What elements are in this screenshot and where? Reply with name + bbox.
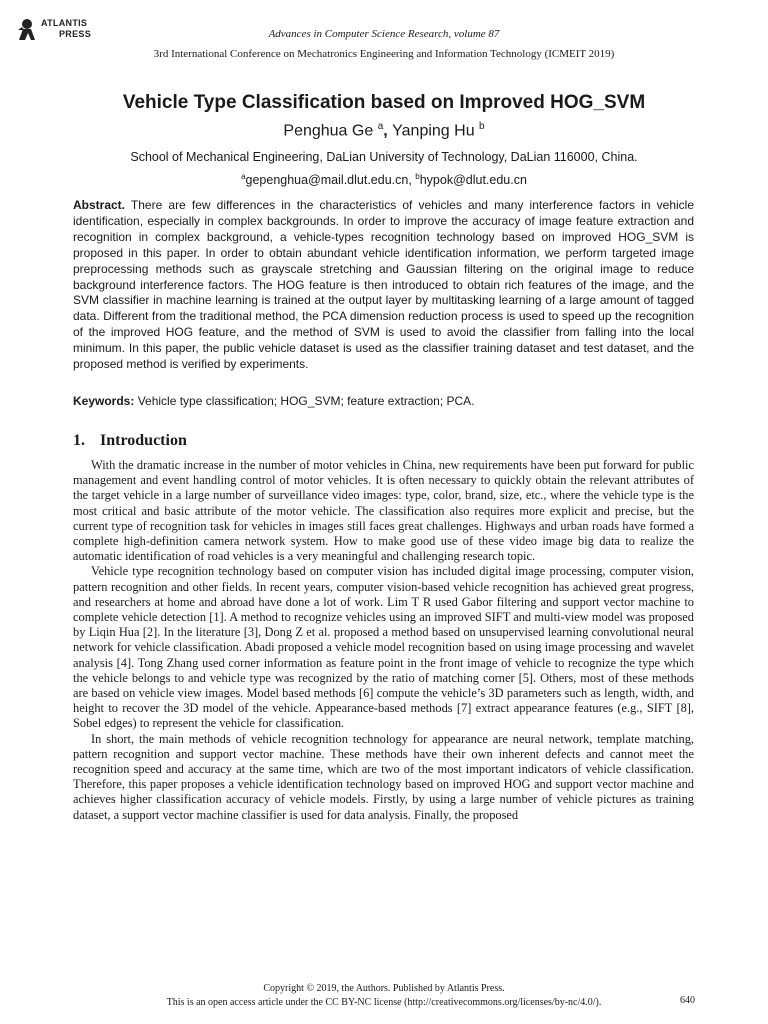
email-mark: b <box>415 172 420 181</box>
author-name: Yanping Hu <box>392 122 475 140</box>
email-address: hypok@dlut.edu.cn <box>419 173 527 188</box>
section-heading <box>73 432 187 450</box>
body-paragraph: In short, the main methods of vehicle recognition technology for appearance are neural network, template matching, pattern recognition and support vector machine. These methods have their own inherent defects and cannot meet the recognition speed and accuracy at the same time, which are two of the most important indicators of vehicle classification. Therefore, this paper proposes a vehicle identification technology based on improved HOG and support vector machine and achieves higher classification accuracy of vehicle models. Firstly, by using a large number of vehicle pictures as training dataset, a support vector machine classifier is used for data analysis. Finally, the proposed <box>73 731 694 822</box>
author-line <box>0 121 768 140</box>
email-line <box>0 172 768 187</box>
abstract <box>73 198 694 373</box>
section-number: 1. <box>73 432 85 449</box>
email-address: gepenghua@mail.dlut.edu.cn <box>245 173 409 188</box>
abstract-text: There are few differences in the characteristics of vehicles and many interference factors in vehicle identification, especially in complex backgrounds. In order to improve the accuracy of image feature extraction and recognition in complex background, a vehicle-types recognition technology based on improved HOG_SVM is proposed in this paper. In order to obtain abundant vehicle identification information, we perform targeted image preprocessing methods such as grayscale stretching and Gaussian filtering on the original image to reduce background interference factors. The HOG feature is then introduced to obtain rich features of the image, and the SVM classifier in machine learning is trained at the output layer by multitasking learning of a large amount of tagged data. Different from the traditional method, the PCA dimension reduction process is used to speed up the recognition of the improved HOG feature, and the method of SVM is used to avoid the classifier from falling into the local minimum. In this paper, the public vehicle dataset is used as the classifier training dataset and test dataset, and the proposed method is verified by experiments. <box>73 198 694 372</box>
keywords-label: Keywords: <box>73 394 135 408</box>
body-paragraph: Vehicle type recognition technology based on computer vision has included digital image processing, computer vision, pattern recognition and other fields. In recent years, computer vision-based vehicle recognition has achieved great progress, and researchers at home and abroad have done a lot of work. Lim T R used Gabor filtering and support vector machine to complete vehicle detection [1]. A method to recognize vehicles using an improved SIFT and multi-view model was proposed by Liqin Hua [2]. In the literature [3], Dong Z et al. proposed a method based on unsupervised learning convolutional neural network for vehicle classification. Abadi proposed a vehicle model recognition based on using image processing and wavelet analysis [4]. Tong Zhang used corner information as feature point in the front image of vehicle to recognize the type which the vehicle belongs to and vehicle type was recognized by the ratio of matching corner [5]. Others, most of these methods are based on vehicle view images. Model based methods [6] compute the vehicle’s 3D parameters such as length, width, and height to recover the 3D model of the vehicle. Appearance-based methods [7] extract appearance features (e.g., SIFT [8], Sobel edges) to represent the vehicle for classification. <box>73 564 694 731</box>
copyright-notice: Copyright © 2019, the Authors. Published by Atlantis Press. <box>263 983 505 994</box>
section-title: Introduction <box>100 432 187 449</box>
page-number: 640 <box>680 995 695 1006</box>
journal-header: Advances in Computer Science Research, volume 87 <box>268 28 500 40</box>
keywords-text: Vehicle type classification; HOG_SVM; feature extraction; PCA. <box>134 394 475 408</box>
author-mark: a <box>377 121 384 132</box>
keywords <box>73 393 694 409</box>
paper-title: Vehicle Type Classification based on Improved HOG_SVM <box>122 92 646 113</box>
conference-header: 3rd International Conference on Mechatronics Engineering and Information Technology (ICMEIT 2019) <box>153 48 615 60</box>
publisher-name-line1: ATLANTIS <box>41 18 88 28</box>
abstract-label: Abstract. <box>73 198 126 212</box>
email-separator: , <box>408 173 416 188</box>
body-paragraph: With the dramatic increase in the number of motor vehicles in China, new requirements have been put forward for public management and event handling control of motor vehicles. It is often necessary to quickly obtain the relevant attributes of the target vehicle in a large number of surveillance video images: type, color, brand, size, etc., where the vehicle type is the most critical and basic attribute of the motor vehicle. The classification also requires more explicit and precise, but the current type of recognition task for vehicles in images still faces great challenges. Highways and urban roads have formed a complete high-definition camera network system. How to make good use of these video image big data to realize the automatic identification of road vehicles is a very meaningful and challenging research topic. <box>73 458 694 564</box>
author-mark: b <box>479 121 485 132</box>
affiliation: School of Mechanical Engineering, DaLian University of Technology, DaLian 116000, China. <box>130 150 638 164</box>
author-name: Penghua Ge <box>283 122 374 140</box>
email-mark: a <box>241 172 246 181</box>
body-text <box>73 458 694 823</box>
author-separator: , <box>383 122 393 140</box>
license-notice: This is an open access article under the CC BY-NC license (http://creativecommons.org/licenses/by-nc/4.0/). <box>166 997 602 1008</box>
publisher-name-line2: PRESS <box>59 29 92 39</box>
